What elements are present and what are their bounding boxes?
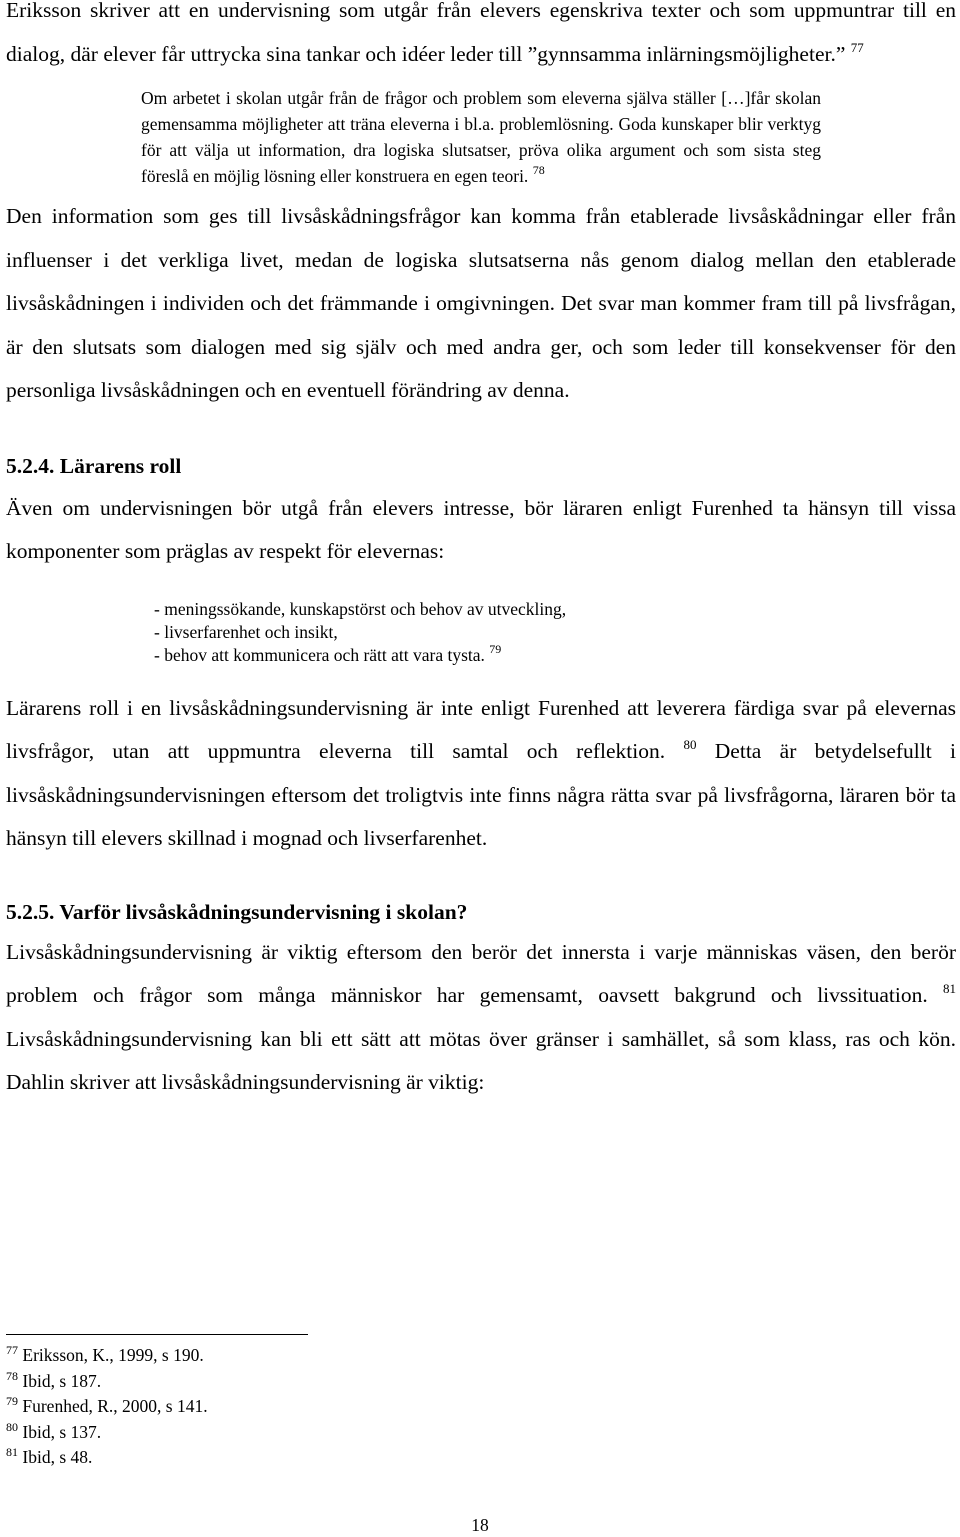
section-524-paragraph-1: Även om undervisningen bör utgå från elevers intresse, bör läraren enligt Furenhed ta hänsyn till vissa komponenter som präglas av respekt för elevernas: <box>6 495 956 563</box>
block-quote: Om arbetet i skolan utgår från de frågor och problem som eleverna själva ställer […]får skolan gemensamma möjligheter att träna eleverna i bl.a. problemlösning. Goda kunskaper blir verktyg för att välja ut information, dra logiska slutsatser, pröva olika argument och som sista steg föreslå en möjlig lösning eller konstruera en egen teori. $^{78}$ <box>141 88 821 186</box>
footnote-ref-79: 79 <box>489 641 502 656</box>
footnote-ref-77: 77 <box>850 39 864 55</box>
footnote-ref-81: 81 <box>943 981 956 996</box>
section-heading-525: 5.2.5. Varför livsåskådningsundervisning i skolan? <box>6 899 468 924</box>
list-item: - behov att kommunicera och rätt att vara tysta. $^{79}$ <box>154 644 956 667</box>
footnote: $^{77}$ Eriksson, K., 1999, s 190. <box>6 1343 204 1365</box>
page-body <box>6 0 956 1105</box>
footnote: $^{78}$ Ibid, s 187. <box>6 1368 102 1391</box>
footnote: $^{79}$ Furenhed, R., 2000, s 141. <box>6 1394 208 1416</box>
section-525-paragraph-1: Livsåskådningsundervisning är viktig eftersom den berör det innersta i varje människas väsen, den berör problem och frågor som många människor har gemensamt, oavsett bakgrund och livssituation. $^{81}$ Livsåskådningsundervisning kan bli ett sätt att mötas över gränser i samhället, så som klass, ras och kön. Dahlin skriver att livsåskådningsundervisning är viktig: <box>6 939 956 1094</box>
list-item: - livserfarenhet och insikt, <box>154 621 956 644</box>
page-number: 18 <box>471 1515 489 1535</box>
footnote-ref-80: 80 <box>683 737 697 752</box>
respect-list <box>6 598 956 667</box>
section-524-paragraph-2: Lärarens roll i en livsåskådningsundervisning är inte enligt Furenhed att leverera färdiga svar på elevernas livsfrågor, utan att uppmuntra eleverna till samtal och reflektion. $^{80}$ Detta är betydelsefullt i livsåskådningsundervisningen eftersom det troligtvis inte finns några rätta svar på livsfrågorna, läraren bör ta hänsyn till elevers skillnad i mognad och livserfarenhet. <box>6 695 956 850</box>
list-item: - meningssökande, kunskapstörst och behov av utveckling, <box>154 598 956 621</box>
footnote-divider <box>6 1334 308 1335</box>
footnotes <box>6 1343 208 1471</box>
section-heading-524: 5.2.4. Lärarens roll <box>6 453 182 478</box>
footnote: $^{80}$ Ibid, s 137. <box>6 1419 102 1442</box>
footnote: $^{81}$ Ibid, s 48. <box>6 1445 93 1467</box>
footnote-ref-78: 78 <box>532 163 545 177</box>
info-paragraph: Den information som ges till livsåskådningsfrågor kan komma från etablerade livsåskådningar eller från influenser i det verkliga livet, medan de logiska slutsatserna nås genom dialog mellan den etablerade livsåskådningen i individen och det främmande i omgivningen. Det svar man kommer fram till på livsfrågan, är den slutsats som dialogen med sig själv och med andra ger, och som leder till konsekvenser för den personliga livsåskådningen och en eventuell förändring av denna. <box>6 204 956 402</box>
intro-paragraph: Eriksson skriver att en undervisning som utgår från elevers egenskriva texter och som uppmuntrar till en dialog, där elever får uttrycka sina tankar och idéer leder till ”gynnsamma inlärningsmöjligheter.” $^{77}$ <box>6 0 956 66</box>
